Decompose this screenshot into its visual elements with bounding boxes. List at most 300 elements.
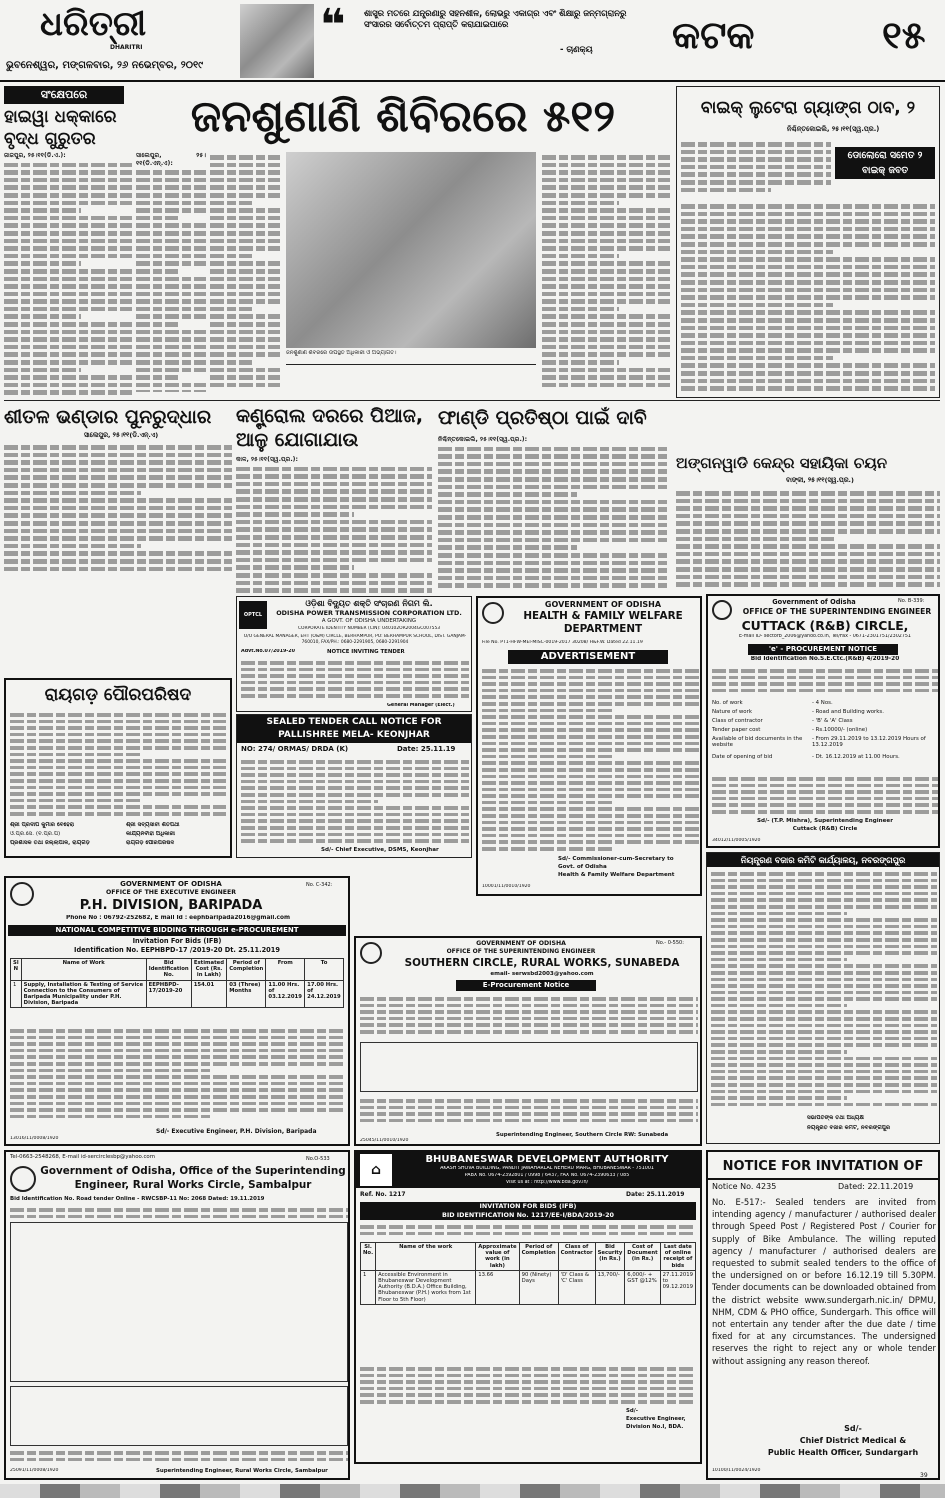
baripada-sign: Sd/- Executive Engineer, P.H. Division, Baripada — [156, 1128, 317, 1135]
text-line — [360, 1004, 698, 1008]
text-line — [4, 345, 132, 350]
text-line — [711, 951, 937, 955]
text-line — [482, 807, 700, 811]
text-line — [711, 1004, 847, 1008]
text-line — [681, 386, 935, 391]
text-line — [681, 326, 935, 331]
anganwadi-body — [676, 488, 940, 592]
text-line — [482, 821, 700, 825]
text-line — [681, 227, 935, 232]
text-line — [4, 368, 81, 373]
text-line — [4, 544, 141, 549]
cuttack-ref-no: No. B-339: — [898, 598, 925, 604]
sunabeda-table — [360, 1042, 698, 1092]
text-line — [360, 1106, 698, 1110]
text-line — [10, 1208, 348, 1212]
text-line — [236, 489, 432, 494]
text-line — [4, 299, 132, 304]
rayagada-sign-right-role: କାର୍ଯ୍ୟନିର୍ବାହୀ ଅଧିକାରୀ — [126, 831, 175, 837]
text-line — [4, 261, 81, 266]
text-line — [4, 483, 232, 488]
text-line — [136, 337, 206, 342]
cuttack-sign-2: Cuttack (R&B) Circle — [792, 826, 858, 832]
text-line — [438, 469, 670, 474]
text-line — [711, 905, 937, 909]
sunabeda-title: SOUTHERN CIRCLE, RURAL WORKS, SUNABEDA — [404, 957, 680, 969]
footer-page-no: 39 — [920, 1472, 928, 1479]
text-line — [681, 333, 935, 338]
masthead-dateline: ଭୁବନେଶ୍ୱର, ମଙ୍ଗଳବାର, ୨୬ ନଭେମ୍ବର, ୨୦୧୯ — [6, 60, 204, 71]
lead-story — [136, 86, 670, 398]
text-line — [676, 529, 940, 534]
optcl-adv-no: Advt.No.07/2019-20 — [241, 649, 295, 654]
masthead-logo-sub: DHARITRI — [110, 44, 143, 51]
text-line — [711, 997, 937, 1001]
bda-footer-text — [360, 1364, 696, 1404]
bda-th: Class of Contractor — [558, 1243, 595, 1271]
text-line — [10, 792, 226, 796]
text-line — [210, 269, 280, 274]
text-line — [4, 193, 132, 198]
text-line — [4, 513, 232, 518]
text-line — [482, 775, 700, 779]
rayagada-sign-left-role: ପ୍ରଶାସକ ତଥା ଜିଲ୍ଲାପାଳ, ରାୟଗଡ଼ — [10, 840, 90, 846]
text-line — [676, 552, 940, 557]
text-line — [438, 462, 670, 467]
text-line — [10, 812, 226, 816]
cold-storage-dateline: ସାଲେପୁର, ୨୫।୧୧(ଡି.ଏନ୍.ଏ) — [84, 431, 159, 439]
bda-sign-3: Division No.I, BDA. — [626, 1424, 684, 1430]
text-line — [676, 544, 940, 549]
lead-col-3 — [542, 152, 670, 392]
outpost-dateline: ନିଶ୍ଚିନ୍ତକୋଇଲି, ୨୫।୧୧(ସ୍ୱ.ପ୍ର.): — [438, 436, 528, 443]
text-line — [438, 561, 670, 566]
text-line — [136, 193, 206, 198]
text-line — [10, 779, 226, 783]
hfw-gov: GOVERNMENT OF ODISHA — [544, 600, 662, 609]
baripada-th: Sl N — [11, 959, 22, 981]
text-line — [711, 1096, 847, 1100]
text-line — [210, 307, 252, 312]
sunabeda-emblem-icon — [360, 942, 382, 964]
text-line — [4, 567, 232, 572]
text-line — [4, 506, 232, 511]
text-line — [136, 292, 206, 297]
text-line — [676, 582, 940, 587]
text-line — [676, 575, 940, 580]
text-line — [210, 254, 252, 259]
text-line — [241, 694, 469, 698]
text-line — [711, 912, 847, 916]
text-line — [4, 475, 232, 480]
text-line — [712, 682, 938, 686]
quote-mark-icon: ❝ — [320, 4, 346, 48]
text-line — [542, 269, 670, 274]
text-line — [712, 777, 938, 781]
onion-headline: କଣ୍ଟ୍ରୋଲ ଦରରେ ପିଆଜ, ଆଳୁ ଯୋଗାଯାଉ — [236, 405, 424, 451]
text-line — [681, 371, 935, 376]
optcl-office: O/O GENERAL MANAGER, EHT (O&M) CIRCLE, BERHAMPUR, PO: BERHAMPUR SCHOOL, DIST. GANJAM-760010, FAX/PH.: 0680-2291905, 0680-2291904 — [243, 634, 467, 645]
chanakya-portrait — [240, 4, 314, 78]
text-line — [136, 360, 206, 365]
text-line — [236, 512, 354, 517]
text-line — [482, 834, 700, 838]
sunabeda-ref: 25045/11/0010/1920 — [360, 1138, 409, 1143]
bike-body-2 — [681, 201, 935, 393]
text-line — [4, 360, 132, 365]
text-line — [10, 720, 226, 724]
outpost-story — [438, 404, 670, 592]
bda-date: Date: 25.11.2019 — [626, 1191, 685, 1198]
text-line — [10, 1082, 346, 1086]
text-line — [360, 1119, 698, 1123]
cold-storage-story — [4, 404, 232, 576]
baripada-gov: GOVERNMENT OF ODISHA — [120, 880, 222, 888]
text-line — [4, 390, 132, 395]
lead-photo — [286, 152, 536, 348]
text-line — [4, 498, 232, 503]
text-line — [210, 223, 280, 228]
text-line — [438, 500, 670, 505]
text-line — [4, 559, 232, 564]
text-line — [542, 337, 670, 342]
text-line — [482, 715, 700, 719]
text-line — [542, 208, 670, 213]
nawarangpur-sign-2: ନିୟନ୍ତ୍ରିତ ବଜାର କମିଟି, ନବରଙ୍ଗପୁର — [807, 1125, 891, 1131]
text-line — [4, 536, 232, 541]
outpost-body — [438, 436, 670, 592]
bda-th: Cost of Document (in Rs.) — [625, 1243, 660, 1271]
text-line — [241, 800, 378, 804]
sundargarh-ref: 10100/11/0024/1920 — [712, 1468, 761, 1473]
text-line — [712, 669, 938, 673]
text-line — [136, 383, 206, 388]
text-line — [681, 257, 935, 262]
pallishree-sign: Sd/- Chief Executive, DSMS, Keonjhar — [321, 847, 439, 853]
text-line — [241, 806, 469, 810]
text-line — [236, 505, 432, 510]
text-line — [241, 661, 469, 665]
hfw-body — [482, 666, 700, 854]
sambalpur-intro — [10, 1205, 348, 1221]
text-line — [360, 1387, 696, 1391]
text-line — [542, 163, 670, 168]
text-line — [542, 299, 670, 304]
text-line — [542, 155, 670, 160]
bda-web: Visit us at : http://www.bda.gov.in/ — [505, 1180, 589, 1185]
text-line — [438, 485, 670, 490]
text-line — [711, 872, 937, 876]
text-line — [681, 188, 771, 193]
text-line — [360, 1400, 696, 1404]
text-line — [711, 879, 937, 883]
text-line — [4, 216, 132, 221]
text-line — [542, 345, 670, 350]
text-line — [482, 801, 613, 805]
text-line — [4, 178, 132, 183]
cold-storage-body — [4, 442, 232, 576]
text-line — [711, 938, 937, 942]
nawarangpur-title: ନିୟନ୍ତ୍ରଣ ବଜାର କମିଟି କାର୍ଯ୍ୟାଳୟ, ନବରଙ୍ଗପୁର — [707, 853, 939, 867]
onion-dateline: କାଳ, ୨୫।୧୧(ସ୍ୱ.ପ୍ର.): — [236, 456, 298, 463]
text-line — [542, 261, 670, 266]
text-line — [136, 231, 206, 236]
text-line — [681, 348, 935, 353]
text-line — [10, 1075, 346, 1079]
text-line — [10, 1115, 212, 1119]
text-line — [676, 521, 940, 526]
baripada-notice — [4, 876, 350, 1146]
text-line — [711, 1103, 937, 1107]
text-line — [681, 356, 833, 361]
baripada-ifb: Invitation For Bids (IFB) — [132, 937, 222, 945]
text-line — [136, 185, 206, 190]
hfw-file-no: File No. PT1-HFW-MEI-MISC-0019-2017 30208/ H&F.W. Dated 22.11.19 — [482, 640, 643, 645]
text-line — [236, 474, 432, 479]
bike-story — [676, 86, 940, 398]
text-line — [136, 390, 206, 392]
text-line — [4, 269, 132, 274]
text-line — [236, 550, 432, 555]
rayagada-sign-left-sub: ଓ.ପ୍ର.ସେ. (ବ.ପ୍ର.ପ) — [10, 831, 61, 837]
sambalpur-sign: Superintending Engineer, Rural Works Circle, Sambalpur — [156, 1468, 328, 1474]
text-line — [4, 322, 132, 327]
rayagada-sign-right-sub: ରାୟଗଡ଼ ପୌରପରିଷଦ — [126, 840, 175, 846]
text-line — [10, 1458, 348, 1462]
text-line — [4, 292, 132, 297]
text-line — [136, 223, 206, 228]
bda-bid-id: BID IDENTIFICATION No. 1217/EE-I/BDA/2019-20 — [360, 1211, 696, 1220]
text-line — [210, 337, 280, 342]
text-line — [241, 839, 469, 843]
text-line — [236, 482, 432, 487]
text-line — [711, 898, 937, 902]
text-line — [210, 170, 280, 175]
bda-th: Last date of online receipt of bids — [660, 1243, 695, 1271]
baripada-th: From — [266, 959, 305, 981]
text-line — [681, 280, 935, 285]
text-line — [438, 515, 670, 520]
text-line — [210, 277, 280, 282]
text-line — [241, 773, 469, 777]
text-line — [10, 1069, 212, 1073]
cuttack-title: CUTTACK (R&B) CIRCLE, — [741, 618, 909, 633]
text-line — [360, 1367, 696, 1371]
text-line — [482, 794, 700, 798]
masthead — [0, 0, 945, 82]
bda-table — [360, 1242, 696, 1362]
text-line — [10, 1049, 346, 1053]
text-line — [681, 212, 935, 217]
sambalpur-no: No.O-533 — [306, 1156, 330, 1162]
sundargarh-sign-1: Sd/- — [844, 1424, 862, 1433]
nawarangpur-body — [711, 869, 937, 1109]
sambalpur-title: Government of Odisha, Office of the Superintending Engineer, Rural Works Circle, Sambalpur — [40, 1165, 346, 1191]
text-line — [676, 514, 940, 519]
text-line — [210, 239, 280, 244]
text-line — [712, 689, 938, 693]
text-line — [542, 314, 670, 319]
text-line — [236, 543, 432, 548]
text-line — [136, 201, 206, 206]
text-line — [542, 231, 670, 236]
text-line — [10, 1088, 346, 1092]
table-row: 1 Supply, Installation & Testing of Service Connection to the Consumers of Baripada Municipality under P.H. Division, Baripada EEPHBPD-17/2019-20 154.01 03 (Three) Months 11.00 Hrs. of 03.12.2019 17.00 Hrs. of 24.12.2019 — [11, 980, 344, 1008]
text-line — [210, 375, 280, 380]
text-line — [360, 1099, 698, 1103]
cuttack-item: Class of contractor - 'B' & 'A' Class — [712, 718, 853, 724]
text-line — [712, 803, 938, 807]
text-line — [210, 284, 280, 289]
text-line — [241, 780, 469, 784]
sambalpur-bid-id: Bid Identification No. Road tender Online - RWCSBP-11 No: 2068 Dated: 19.11.2019 — [10, 1196, 265, 1202]
baripada-phone: Phone No : 06792-252682, E mail Id : eephbaripada2016@gmail.com — [65, 915, 291, 921]
hfw-ref: 10001/11/0010/1920 — [482, 884, 531, 889]
text-line — [136, 284, 206, 289]
text-line — [360, 1393, 696, 1397]
text-line — [136, 246, 206, 251]
cuttack-item: No. of work - 4 Nos. — [712, 700, 833, 706]
cuttack-item: Nature of work - Road and Building works. — [712, 709, 884, 715]
text-line — [711, 1043, 937, 1047]
bda-sign-1: Sd/- — [626, 1408, 638, 1414]
text-line — [482, 827, 700, 831]
bike-dateline: ନିଶ୍ଚିନ୍ତକୋଇଲି, ୨୫।୧୧(ସ୍ୱ.ପ୍ର.) — [787, 125, 880, 133]
text-line — [10, 733, 226, 737]
text-line — [210, 193, 280, 198]
rayagada-body — [10, 710, 226, 820]
text-line — [210, 368, 280, 373]
text-line — [438, 523, 670, 528]
text-line — [10, 1095, 346, 1099]
text-line — [210, 360, 252, 365]
bda-ref: Ref. No. 1217 — [360, 1191, 406, 1198]
text-line — [542, 185, 670, 190]
text-line — [136, 375, 178, 380]
sunabeda-no: No.- 0-550: — [656, 940, 684, 946]
text-line — [4, 185, 132, 190]
text-line — [681, 250, 833, 255]
text-line — [10, 1029, 346, 1033]
lead-bottom-rule — [286, 364, 536, 365]
baripada-office: OFFICE OF THE EXECUTIVE ENGINEER — [105, 889, 237, 896]
text-line — [241, 833, 469, 837]
text-line — [438, 568, 670, 573]
text-line — [210, 231, 280, 236]
optcl-name: ODISHA POWER TRANSMISSION CORPORATION LTD. — [276, 609, 462, 617]
text-line — [482, 781, 700, 785]
bda-th: Name of the work — [376, 1243, 476, 1271]
text-line — [542, 330, 670, 335]
text-line — [136, 277, 206, 282]
text-line — [10, 753, 140, 757]
onion-story — [236, 404, 432, 594]
brief-body — [4, 152, 132, 398]
text-line — [681, 219, 935, 224]
text-line — [712, 810, 938, 814]
text-line — [360, 1023, 698, 1027]
text-line — [360, 1030, 698, 1034]
text-line — [10, 1062, 346, 1066]
sundargarh-notice — [706, 1150, 940, 1480]
lead-dateline: ସାଲେପୁର, ୨୫।୧୧(ଡି.ଏନ୍.ଏ): — [136, 152, 206, 167]
pallishree-notice — [236, 714, 472, 858]
text-line — [711, 1030, 937, 1034]
text-line — [681, 142, 831, 147]
text-line — [681, 288, 935, 293]
text-line — [482, 682, 700, 686]
text-line — [210, 383, 280, 388]
text-line — [482, 768, 700, 772]
text-line — [482, 788, 700, 792]
sambalpur-schedule-table — [10, 1386, 348, 1446]
text-line — [681, 310, 935, 315]
baripada-th: Estimated Cost (Rs. in Lakh) — [191, 959, 227, 981]
sundargarh-sign-2: Chief District Medical & — [799, 1436, 907, 1445]
text-line — [482, 814, 700, 818]
text-line — [210, 352, 280, 357]
text-line — [4, 231, 132, 236]
hfw-sign-2: Govt. of Odisha — [558, 864, 607, 870]
text-line — [241, 826, 469, 830]
sundargarh-body: No. E-517:- Sealed tenders are invited from intending agency / manufacturer / authorised dealer through Speed Post / Registered Post / Courier for supply of Bike Ambulance. The willing reputed agency / manufacturer / authorised dealers are requested to submit sealed tenders to the office of the undersigned on or before 16.12.19 till 5.30PM. Tender documents can be downloaded obtained from the district website www.sundergarh.nic.in/ DPMU, NHM, CDM & PHO office, Sundergarh. This office will not entertain any tender after the due date / time fixed for at any circumstances. The undersigned reserves the right to reject any or whole tender without assigning any reason thereof. — [712, 1197, 936, 1366]
text-line — [4, 254, 132, 259]
text-line — [4, 491, 141, 496]
text-line — [711, 1076, 937, 1080]
text-line — [438, 576, 670, 581]
text-line — [241, 681, 469, 685]
sambalpur-emblem-icon — [10, 1166, 36, 1192]
rayagada-notice — [4, 678, 232, 858]
baripada-bid-id: Identification No. EEPHBPD-17 /2019-20 Dt. 25.11.2019 — [74, 946, 280, 954]
cuttack-procurement-notice: 'e' - PROCUREMENT NOTICE — [748, 644, 898, 655]
text-line — [136, 170, 206, 175]
quote-author: - ଚାଣକ୍ୟ — [560, 44, 593, 54]
text-line — [482, 761, 700, 765]
bike-body-1 — [681, 139, 831, 199]
baripada-th: To — [305, 959, 344, 981]
sunabeda-notice — [354, 936, 702, 1146]
text-line — [236, 497, 432, 502]
bda-sign-2: Executive Engineer, — [626, 1416, 686, 1422]
text-line — [711, 1017, 937, 1021]
lead-caption: ଜନଶୁଣାଣି ଶିବିରରେ ଉପସ୍ଥିତ ଅଧିକାରୀ ଓ ଅଭ୍ୟାଗତ। — [286, 350, 397, 356]
optcl-body — [241, 658, 469, 702]
anganwadi-headline: ଅଙ୍ଗନୱାଡି କେନ୍ଦ୍ର ସହାୟିକା ଚୟନ — [676, 454, 888, 472]
text-line — [681, 204, 935, 209]
text-line — [241, 687, 469, 691]
text-line — [681, 363, 935, 368]
baripada-no: No. C-342: — [306, 882, 333, 888]
text-line — [482, 722, 700, 726]
text-line — [210, 208, 280, 213]
anganwadi-story — [676, 452, 940, 592]
sunabeda-notice-title: E-Procurement Notice — [456, 980, 596, 991]
baripada-ref: 13016/11/0008/1920 — [10, 1136, 59, 1141]
text-line — [10, 759, 226, 763]
brief-dateline: ଜାଜପୁର, ୨୫।୧୧(ଡି.ଏ.): — [4, 152, 66, 159]
bda-th: Bid Security (in Rs.) — [595, 1243, 625, 1271]
text-line — [711, 1057, 937, 1061]
text-line — [236, 581, 432, 586]
text-line — [4, 314, 81, 319]
text-line — [542, 352, 670, 357]
baripada-th: Period of Completion — [227, 959, 266, 981]
text-line — [482, 742, 700, 746]
text-line — [210, 163, 280, 168]
text-line — [542, 292, 670, 297]
hfw-dept: HEALTH & FAMILY WELFARE DEPARTMENT — [523, 610, 683, 635]
